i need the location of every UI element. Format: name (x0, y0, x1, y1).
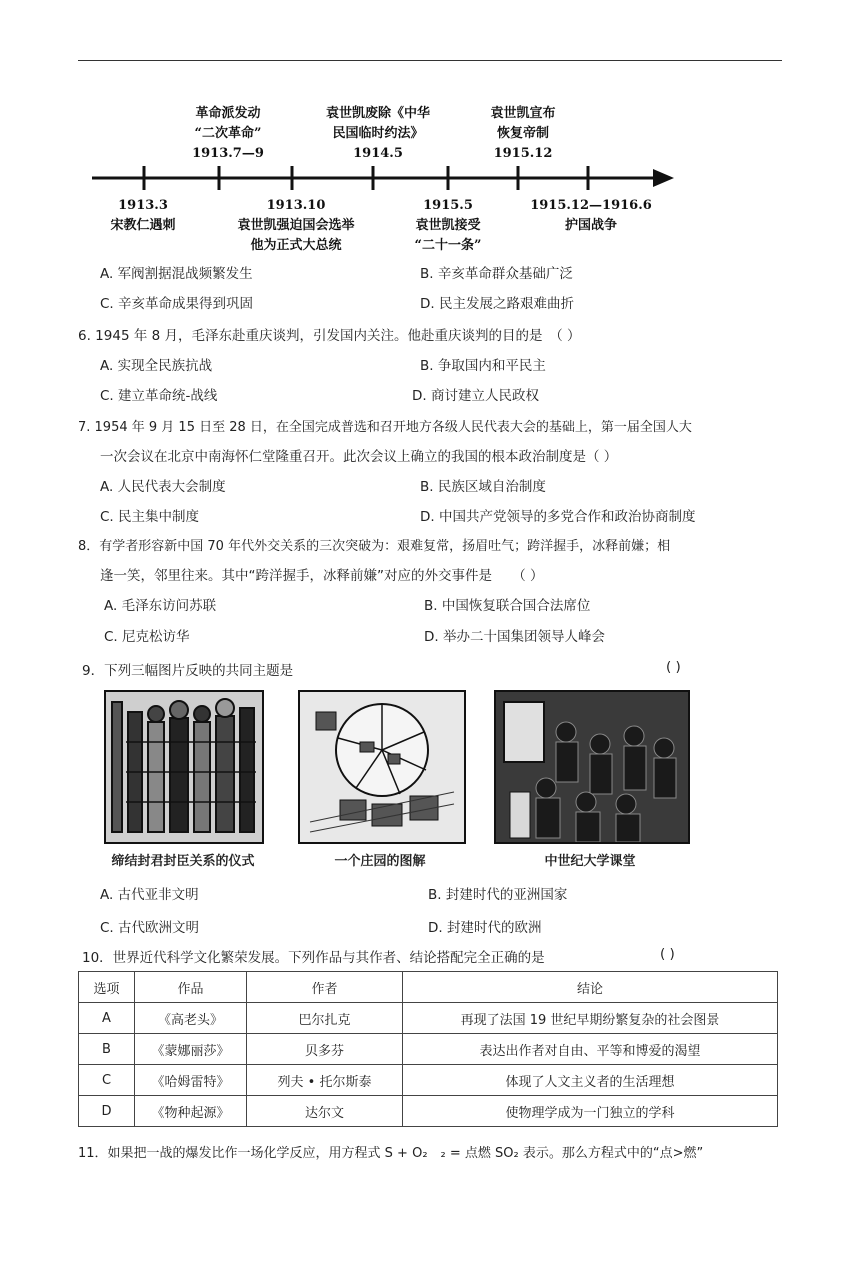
q5-option-d: D. 民主发展之路艰难曲折 (420, 296, 574, 312)
q6-option-d: D. 商讨建立人民政权 (412, 388, 539, 404)
manor-diagram-picture (298, 690, 466, 844)
event-second-revolution: 革命派发动 “二次革命” 1913.7—9 (192, 106, 264, 161)
cell-conclusion: 再现了法国 19 世纪早期纷繁复杂的社会图景 (403, 1003, 778, 1034)
q10-answer-paren: ( ) (660, 946, 675, 962)
classroom-picture (494, 690, 690, 844)
cell-work: 《哈姆雷特》 (135, 1065, 247, 1096)
cell-author: 巴尔扎克 (247, 1003, 403, 1034)
q8-stem-line2: 逢一笑，邻里往来。其中“跨洋握手，冰释前嫌”对应的外交事件是 （ ） (100, 568, 544, 584)
cell-option: C (79, 1065, 135, 1096)
q7-stem-line1: 7. 1954 年 9 月 15 日至 28 日，在全国完成普选和召开地方各级人民代表大会的基础上，第一届全国人大 (78, 420, 692, 435)
q9-option-c: C. 古代欧洲文明 (100, 920, 200, 936)
manor-caption: 一个庄园的图解 (334, 854, 426, 869)
cell-work: 《蒙娜丽莎》 (135, 1034, 247, 1065)
header-rule (78, 60, 782, 61)
q9-option-d: D. 封建时代的欧洲 (428, 920, 542, 936)
table-row (79, 1096, 778, 1127)
cell-work: 《高老头》 (135, 1003, 247, 1034)
header-conclusion: 结论 (403, 972, 778, 1003)
event-national-protection-war: 1915.12—1916.6 护国战争 (530, 198, 652, 233)
q7-option-b: B. 民族区域自治制度 (420, 479, 546, 495)
q9-answer-paren: ( ) (666, 659, 681, 675)
q8-option-b: B. 中国恢复联合国合法席位 (424, 598, 591, 614)
q8-option-c: C. 尼克松访华 (104, 629, 190, 645)
q8-option-d: D. 举办二十国集团领导人峰会 (424, 629, 605, 645)
cell-conclusion: 表达出作者对自由、平等和博爱的渴望 (403, 1034, 778, 1065)
q6-option-c: C. 建立革命统-战线 (100, 388, 218, 404)
event-abolish-constitution: 袁世凯废除《中华 民国临时约法》 1914.5 (325, 106, 430, 161)
table-row (79, 1003, 778, 1034)
event-song-assassination: 1913.3 宋教仁遇刺 (110, 198, 176, 233)
table-header-row (79, 972, 778, 1003)
q7-option-c: C. 民主集中制度 (100, 509, 200, 525)
q8-stem-line1: 8．有学者形容新中国 70 年代外交关系的三次突破为：艰难复常，扬眉吐气；跨洋握手，冰释前嫌；相 (78, 539, 671, 554)
ceremony-picture (104, 690, 264, 844)
cell-author: 贝多芬 (247, 1034, 403, 1065)
q5-option-c: C. 辛亥革命成果得到巩固 (100, 296, 254, 312)
q10-table (78, 971, 778, 1127)
cell-option: A (79, 1003, 135, 1034)
cell-option: B (79, 1034, 135, 1065)
q9-option-a: A. 古代亚非文明 (100, 887, 199, 903)
cell-option: D (79, 1096, 135, 1127)
q6-stem: 6. 1945 年 8 月，毛泽东赴重庆谈判，引发国内关注。他赴重庆谈判的目的是 （ ） (78, 328, 581, 344)
cell-work: 《物种起源》 (135, 1096, 247, 1127)
q5-option-a: A. 军阀割据混战频繁发生 (100, 266, 253, 282)
table-row (79, 1034, 778, 1065)
header-work: 作品 (135, 972, 247, 1003)
q11-stem: 11．如果把一战的爆发比作一场化学反应，用方程式 S + O₂ ₂ = 点燃 SO₂ 表示。那么方程式中的“点>燃” (78, 1146, 704, 1161)
q6-option-a: A. 实现全民族抗战 (100, 358, 213, 374)
timeline (78, 98, 684, 253)
q9-option-b: B. 封建时代的亚洲国家 (428, 887, 568, 903)
cell-conclusion: 体现了人文主义者的生活理想 (403, 1065, 778, 1096)
event-restore-monarchy: 袁世凯宣布 恢复帝制 1915.12 (490, 106, 556, 161)
q10-stem: 10．世界近代科学文化繁荣发展。下列作品与其作者、结论搭配完全正确的是 (82, 950, 545, 966)
q7-stem-line2: 一次会议在北京中南海怀仁堂隆重召开。此次会议上确立的我国的根本政治制度是（ ） (100, 449, 618, 465)
cell-conclusion: 使物理学成为一门独立的学科 (403, 1096, 778, 1127)
ceremony-caption: 缔结封君封臣关系的仪式 (111, 854, 255, 869)
table-row (79, 1065, 778, 1096)
q9-stem: 9．下列三幅图片反映的共同主题是 (82, 663, 294, 679)
q7-option-d: D. 中国共产党领导的多党合作和政治协商制度 (420, 509, 696, 525)
header-option: 选项 (79, 972, 135, 1003)
cell-author: 列夫 • 托尔斯泰 (247, 1065, 403, 1096)
q8-option-a: A. 毛泽东访问苏联 (104, 598, 217, 614)
q7-option-a: A. 人民代表大会制度 (100, 479, 226, 495)
cell-author: 达尔文 (247, 1096, 403, 1127)
event-21-demands: 1915.5 袁世凯接受 “二十一条” (414, 198, 482, 253)
q5-option-b: B. 辛亥革命群众基础广泛 (420, 266, 573, 282)
q6-option-b: B. 争取国内和平民主 (420, 358, 546, 374)
classroom-caption: 中世纪大学课堂 (544, 854, 636, 869)
header-author: 作者 (247, 972, 403, 1003)
event-yuan-president: 1913.10 袁世凯强迫国会选举 他为正式大总统 (237, 198, 355, 253)
